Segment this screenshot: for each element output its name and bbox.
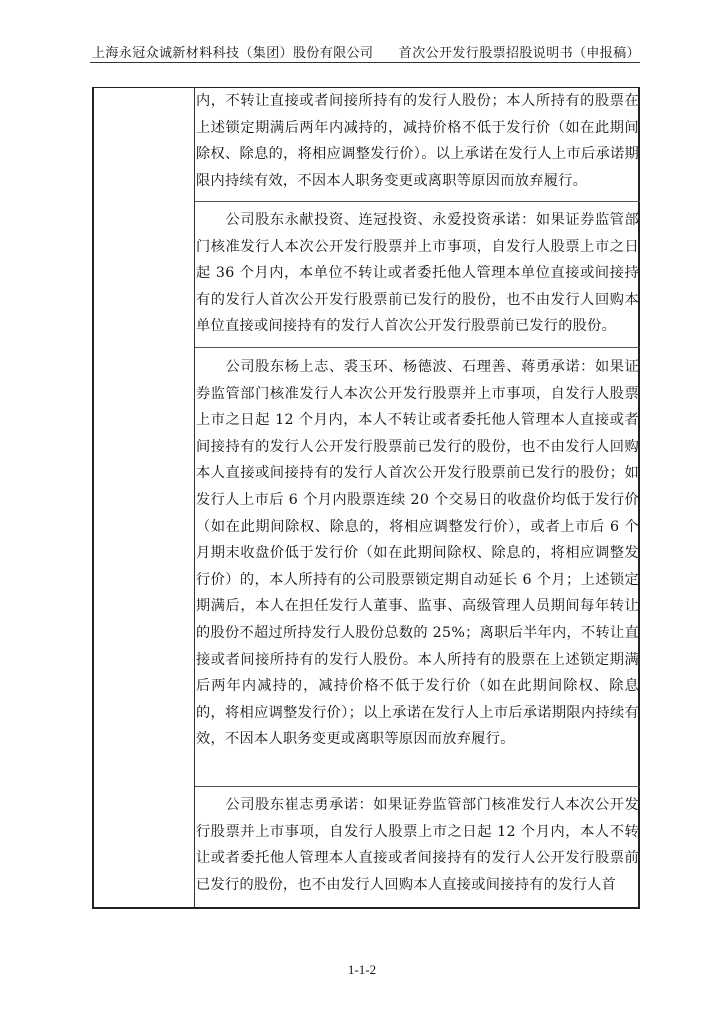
header-company-name: 上海永冠众诚新材料科技（集团）股份有限公司 [92,46,374,61]
paragraph-shareholder-commitment: 公司股东杨上志、裘玉环、杨德波、石理善、蒋勇承诺：如果证券监管部门核准发行人本次公开发行股票并上市事项，自发行人股票上市之日起 12 个月内，本人不转让或者委托他人管理本人直接或者间接持有的发行人公开发行股票前已发行的股份，也不由发行人回购本人直接或间接持有的发行人首次公开发行股票前已发行的股份；如发行人上市后 6 个月内股票连续 20 个交易日的收盘价均低于发行价（如在此期间除权、除息的，将相应调整发行价），或者上市后 6 个月期末收盘价低于发行价（如在此期间除权、除息的，将相应调整发行价）的，本人所持有的公司股票锁定期自动延长 6 个月；上述锁定期满后，本人在担任发行人董事、监事、高级管理人员期间每年转让的股份不超过所持发行人股份总数的 25%；离职后半年内，不转让直接或者间接所持有的发行人股份。本人所持有的股票在上述锁定期满后两年内减持的，减持价格不低于发行价（如在此期间除权、除息的，将相应调整发行价）；以上承诺在发行人上市后承诺期限内持续有效，不因本人职务变更或离职等原因而放弃履行。 [196,359,639,748]
paragraph-yongxian-commitment: 公司股东永献投资、连冠投资、永爱投资承诺：如果证券监管部门核准发行人本次公开发行股票并上市事项，自发行人股票上市之日起 36 个月内，本单位不转让或者委托他人管理本单位直接或间接持有的发行人首次公开发行股票前已发行的股份，也不由发行人回购本单位直接或间接持有的发行人首次公开发行股票前已发行的股份。 [196,212,639,335]
header-rule [90,62,640,63]
row-separator [195,201,640,202]
paragraph-continued: 内，不转让直接或者间接所持有的发行人股份；本人所持有的股票在上述锁定期满后两年内减持的，减持价格不低于发行价（如在此期间除权、除息的，将相应调整发行价）。以上承诺在发行人上市后承诺期限内持续有效，不因本人职务变更或离职等原因而放弃履行。 [196,93,639,189]
row-separator [195,347,640,348]
page-number: 1-1-2 [347,962,377,977]
row-separator [195,786,640,787]
page-header [92,42,640,62]
header-document-title: 首次公开发行股票招股说明书（申报稿） [398,46,640,61]
paragraph-cui-commitment: 公司股东崔志勇承诺：如果证券监管部门核准发行人本次公开发行股票并上市事项，自发行人股票上市之日起 12 个月内，本人不转让或者委托他人管理本人直接或者间接持有的发行人公开发行股票前已发行的股份，也不由发行人回购本人直接或间接持有的发行人首 [196,797,639,893]
